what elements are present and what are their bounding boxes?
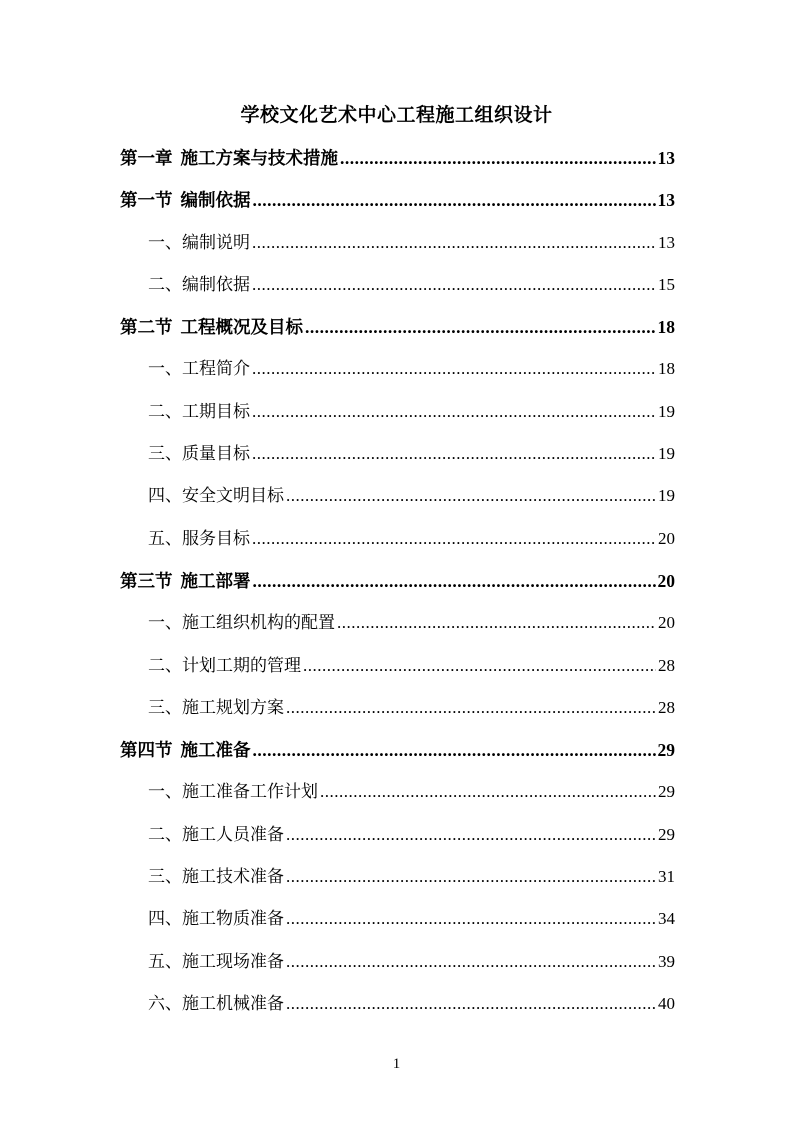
toc-entry[interactable] xyxy=(120,144,675,186)
toc-leader-dots xyxy=(286,482,656,510)
toc-entry[interactable] xyxy=(120,271,675,313)
toc-leader-dots xyxy=(340,144,656,172)
toc-leader-dots xyxy=(252,271,656,299)
toc-entry-label: 一、施工准备工作计划 xyxy=(148,782,318,802)
toc-leader-dots xyxy=(253,567,656,595)
toc-page-number: 29 xyxy=(658,824,675,844)
toc-entry-label: 三、质量目标 xyxy=(148,444,250,464)
toc-entry-prefix: 第四节 xyxy=(120,740,173,761)
toc-entry-label: 三、施工规划方案 xyxy=(148,697,284,717)
toc-leader-dots xyxy=(320,778,656,806)
toc-leader-dots xyxy=(252,440,656,468)
toc-page-number: 29 xyxy=(657,740,675,761)
toc-entry[interactable] xyxy=(120,736,675,778)
toc-leader-dots xyxy=(286,905,656,933)
page-number: 1 xyxy=(392,1056,401,1072)
toc-leader-dots xyxy=(337,609,656,637)
toc-page-number: 15 xyxy=(658,274,675,294)
toc-entry-label: 六、施工机械准备 xyxy=(148,993,284,1013)
toc-leader-dots xyxy=(303,652,656,680)
toc-entry-prefix: 第一章 xyxy=(120,148,173,168)
toc-entry[interactable] xyxy=(120,440,675,482)
toc-entry-label: 一、工程简介 xyxy=(148,359,250,379)
toc-entry[interactable] xyxy=(120,525,675,567)
toc-leader-dots xyxy=(286,990,656,1018)
toc-entry[interactable] xyxy=(120,652,675,694)
toc-entry-label: 五、施工现场准备 xyxy=(148,951,284,971)
toc-page-number: 29 xyxy=(658,782,675,802)
toc-entry[interactable] xyxy=(120,905,675,947)
toc-leader-dots xyxy=(252,355,656,383)
toc-entry[interactable] xyxy=(120,990,675,1032)
toc-page-number: 13 xyxy=(658,232,675,252)
toc-entry-label: 施工准备 xyxy=(180,740,251,761)
toc-entry[interactable] xyxy=(120,567,675,609)
toc-page-number: 20 xyxy=(657,570,675,591)
toc-entry-label: 二、施工人员准备 xyxy=(148,824,284,844)
toc-entry[interactable] xyxy=(120,186,675,228)
toc-entry[interactable] xyxy=(120,355,675,397)
toc-leader-dots xyxy=(253,186,656,214)
toc-entry[interactable] xyxy=(120,694,675,736)
toc-page-number: 34 xyxy=(658,909,675,929)
toc-entry-label: 二、工期目标 xyxy=(148,401,250,421)
toc-entry[interactable] xyxy=(120,948,675,990)
toc-entry-prefix: 第三节 xyxy=(120,570,173,591)
toc-page-number: 40 xyxy=(658,993,675,1013)
toc-leader-dots xyxy=(252,229,656,257)
toc-page-number: 18 xyxy=(657,317,675,338)
toc-entry[interactable] xyxy=(120,609,675,651)
toc-leader-dots xyxy=(286,863,656,891)
toc-entry[interactable] xyxy=(120,313,675,355)
toc-page-number: 13 xyxy=(657,190,675,211)
toc-entry-label: 一、编制说明 xyxy=(148,232,250,252)
toc-entry[interactable] xyxy=(120,482,675,524)
toc-leader-dots xyxy=(253,736,656,764)
toc-entry[interactable] xyxy=(120,229,675,271)
toc-page-number: 19 xyxy=(658,444,675,464)
toc-page-number: 20 xyxy=(658,613,675,633)
toc-entry-label: 三、施工技术准备 xyxy=(148,867,284,887)
toc-entry-label: 二、编制依据 xyxy=(148,274,250,294)
toc-entry-label: 四、施工物质准备 xyxy=(148,909,284,929)
toc-entry[interactable] xyxy=(120,398,675,440)
toc-entry-prefix: 第一节 xyxy=(120,190,173,211)
toc-page-number: 31 xyxy=(658,867,675,887)
toc-leader-dots xyxy=(305,313,656,341)
toc-entry-label: 施工方案与技术措施 xyxy=(180,148,338,168)
toc-page-number: 39 xyxy=(658,951,675,971)
toc-page-number: 28 xyxy=(658,697,675,717)
toc-leader-dots xyxy=(286,948,656,976)
toc-leader-dots xyxy=(252,525,656,553)
toc-page-number: 19 xyxy=(658,486,675,506)
toc-entry-label: 四、安全文明目标 xyxy=(148,486,284,506)
table-of-contents xyxy=(120,144,675,1032)
toc-entry[interactable] xyxy=(120,821,675,863)
toc-entry-label: 五、服务目标 xyxy=(148,528,250,548)
document-title: 学校文化艺术中心工程施工组织设计 xyxy=(240,105,553,126)
toc-page-number: 18 xyxy=(658,359,675,379)
toc-page-number: 28 xyxy=(658,655,675,675)
toc-entry-label: 施工部署 xyxy=(180,570,251,591)
toc-entry[interactable] xyxy=(120,863,675,905)
toc-entry-prefix: 第二节 xyxy=(120,317,173,338)
toc-entry-label: 一、施工组织机构的配置 xyxy=(148,613,335,633)
toc-leader-dots xyxy=(286,694,656,722)
toc-page-number: 19 xyxy=(658,401,675,421)
toc-entry-label: 工程概况及目标 xyxy=(180,317,303,338)
toc-page-number: 13 xyxy=(657,148,675,168)
toc-page-number: 20 xyxy=(658,528,675,548)
toc-entry-label: 二、计划工期的管理 xyxy=(148,655,301,675)
toc-leader-dots xyxy=(286,821,656,849)
toc-entry-label: 编制依据 xyxy=(180,190,251,211)
toc-leader-dots xyxy=(252,398,656,426)
toc-entry[interactable] xyxy=(120,778,675,820)
